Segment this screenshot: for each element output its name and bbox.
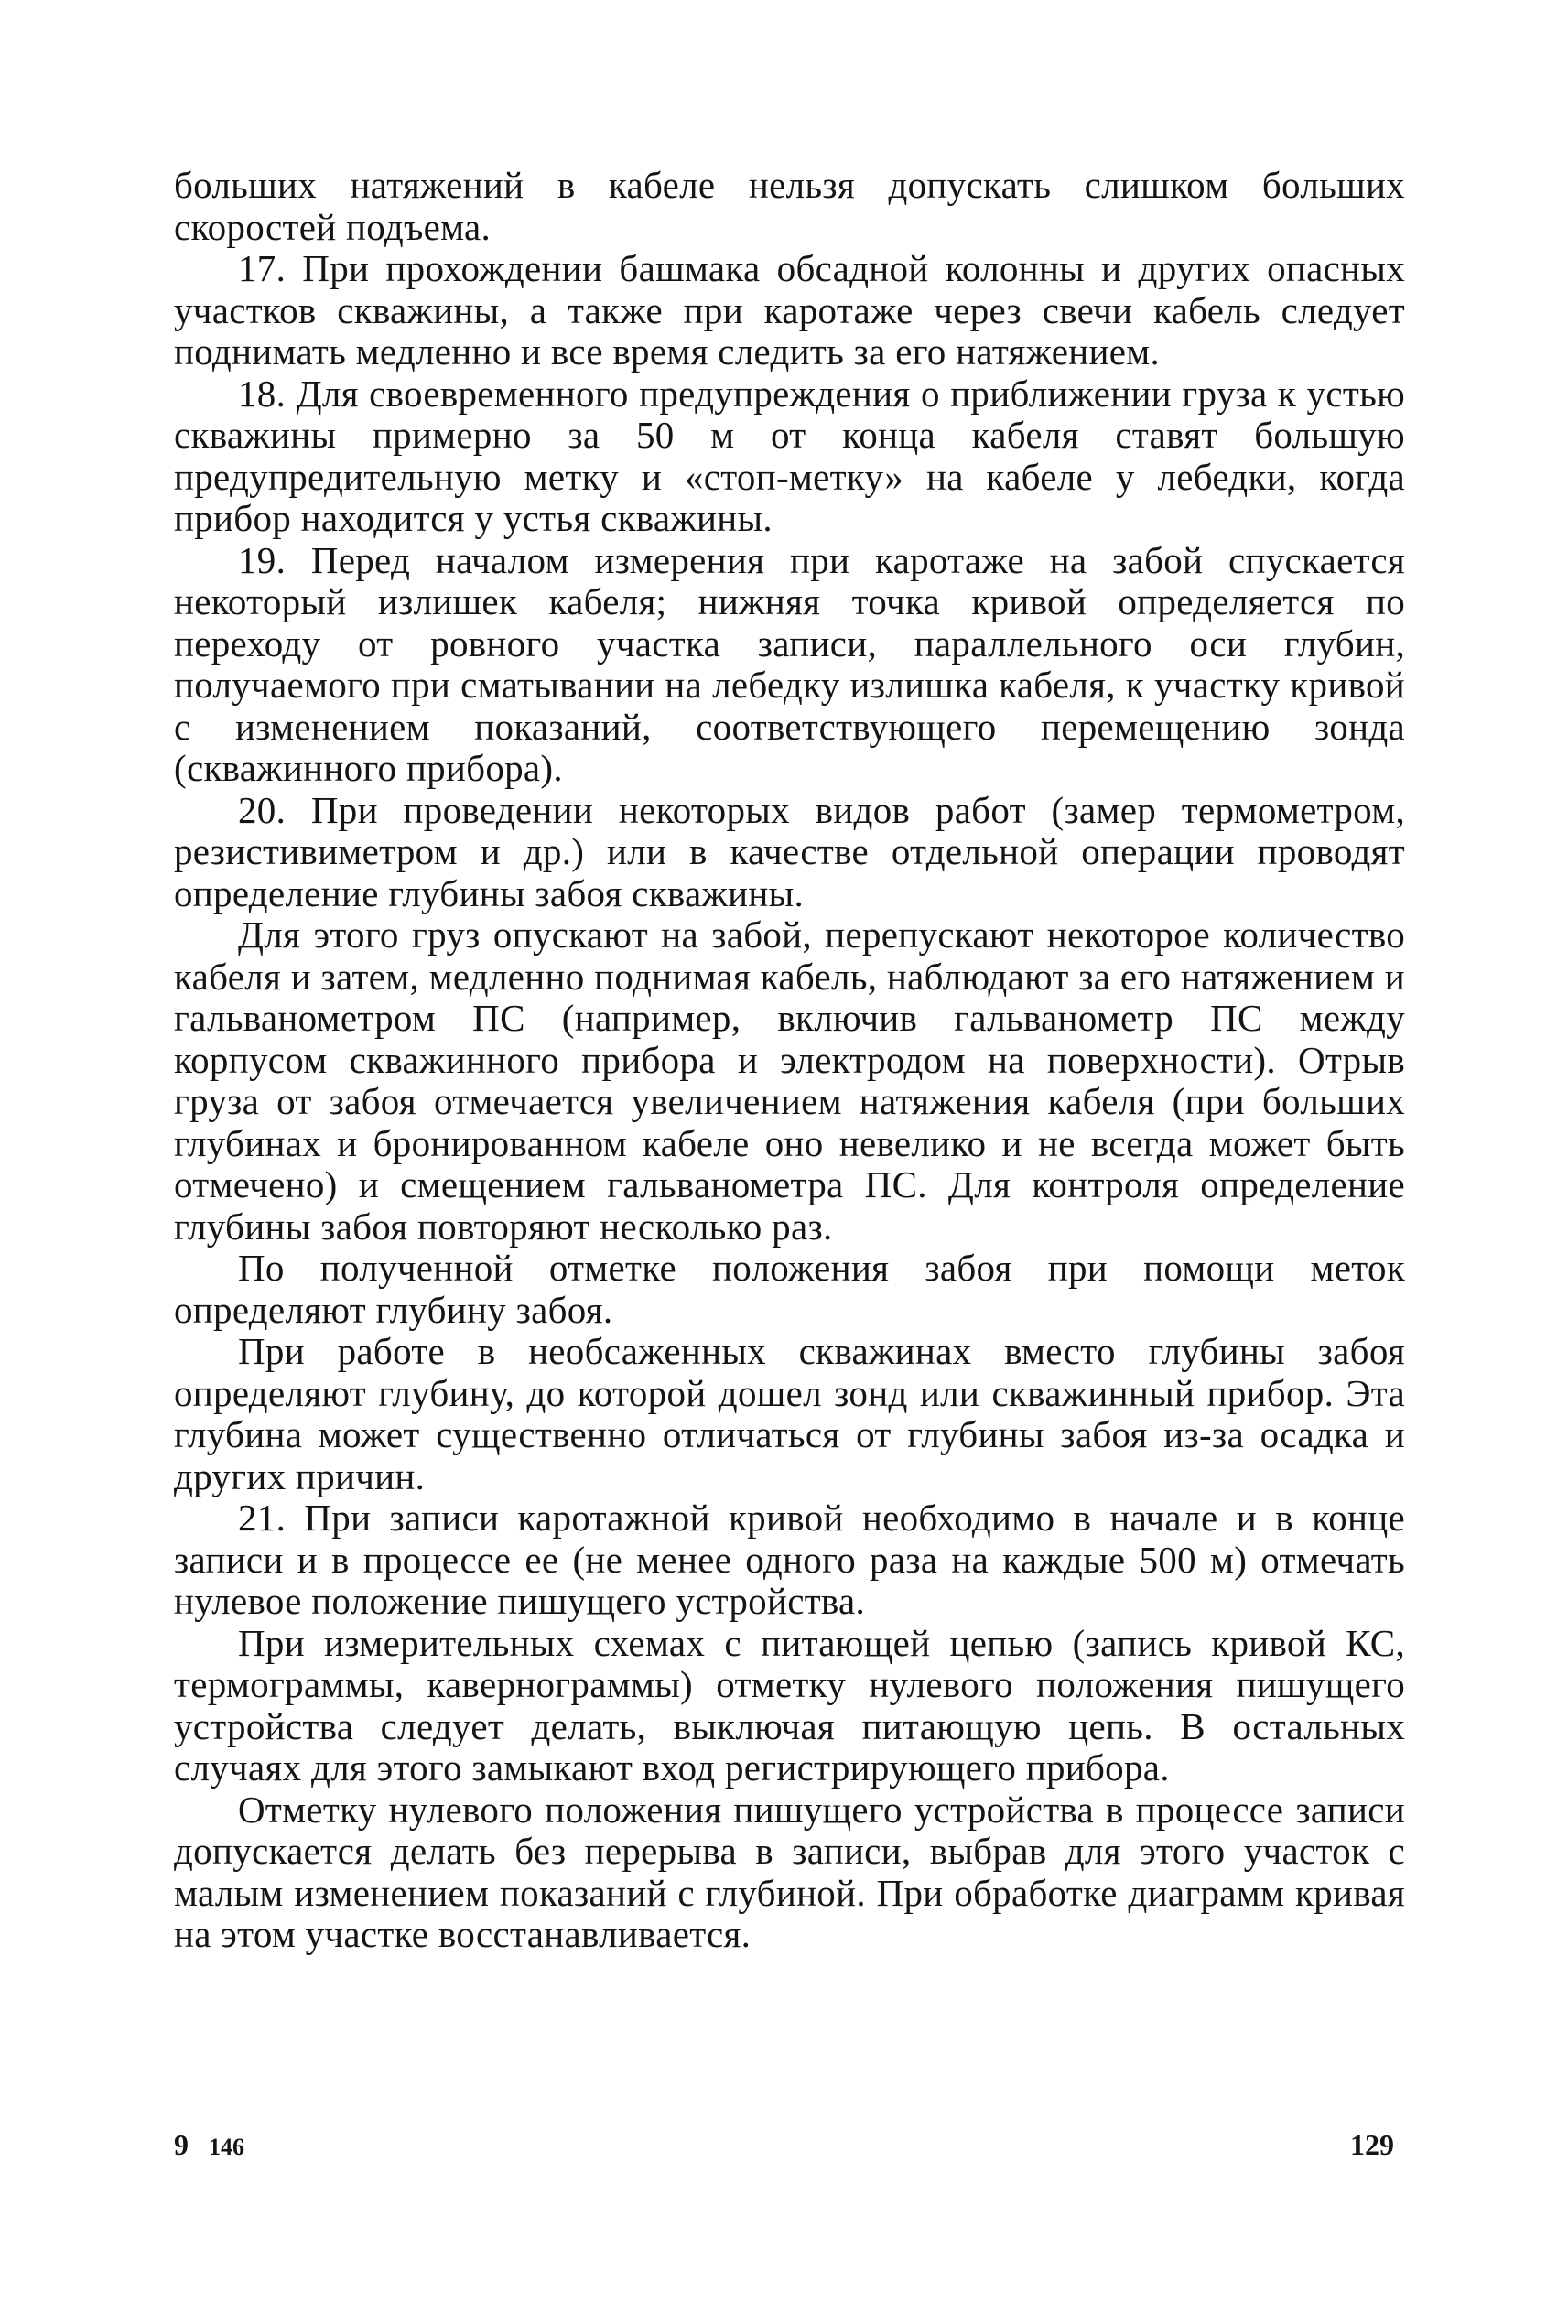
signature-number: 9 [174, 2128, 189, 2161]
page-footer [174, 2128, 1405, 2174]
paragraph-bottom-depth-procedure: Для этого груз опускают на забой, перепускают некоторое количество кабеля и затем, медленно поднимая кабель, наблюдают за его натяжением и гальванометром ПС (например, включив гальванометр ПС между корпусом скважинного прибора и электродом на поверхности). Отрыв груза от забоя отмечается увеличением натяжения кабеля (при больших глубинах и бронированном кабеле оно невелико и не всегда может быть отмечено) и смещением гальванометра ПС. Для контроля определение глубины забоя повторяют несколько раз. [174, 913, 1405, 1248]
printer-signature [174, 2128, 244, 2162]
paragraph-item-18: 18. Для своевременного предупреждения о приближении груза к устью скважины примерно за 50 м от конца кабеля ставят большую предупредительную метку и «стоп-метку» на кабеле у лебедки, когда прибор находится у устья скважины. [174, 372, 1405, 539]
paragraph-item-17: 17. При прохождении башмака обсадной колонны и других опасных участков скважины, а также при каротаже через свечи кабель следует поднимать медленно и все время следить за его натяжением. [174, 247, 1405, 373]
paragraph-item-20: 20. При проведении некоторых видов работ (замер термометром, резистивиметром и др.) или в качестве отдельной операции проводят определение глубины забоя скважины. [174, 788, 1405, 914]
paragraph-item-21: 21. При записи каротажной кривой необходимо в начале и в конце записи и в процессе ее (не менее одного раза на каждые 500 м) отмечать нулевое положение пишущего устройства. [174, 1497, 1405, 1622]
page-number: 129 [1350, 2128, 1394, 2161]
paragraph-continuation: больших натяжений в кабеле нельзя допускать слишком больших скоростей подъема. [174, 164, 1405, 248]
paragraph-supply-circuit: При измерительных схемах с питающей цепью (запись кривой КС, термограммы, кавернограммы) отметку нулевого положения пишущего устройства следует делать, выключая питающую цепь. В остальных случаях для этого замыкают вход регистрирующего прибора. [174, 1621, 1405, 1789]
body-text [174, 165, 1405, 1956]
signature-code: 146 [209, 2134, 244, 2160]
paragraph-bottom-depth-marks: По полученной отметке положения забоя при помощи меток определяют глубину забоя. [174, 1247, 1405, 1331]
paragraph-item-19: 19. Перед началом измерения при каротаже на забой спускается некоторый излишек кабеля; нижняя точка кривой определяется по переходу от ровного участка записи, параллельного оси глубин, получаемого при сматывании на лебедку излишка кабеля, к участку кривой с изменением показаний, соответствующего перемещению зонда (скважинного прибора). [174, 538, 1405, 789]
paragraph-uncased-wells: При работе в необсаженных скважинах вместо глубины забоя определяют глубину, до которой дошел зонд или скважинный прибор. Эта глубина может существенно отличаться от глубины забоя из-за осадка и других причин. [174, 1330, 1405, 1497]
paragraph-zero-mark: Отметку нулевого положения пишущего устройства в процессе записи допускается делать без перерыва в записи, выбрав для этого участок с малым изменением показаний с глубиной. При обработке диаграмм кривая на этом участке восстанавливается. [174, 1788, 1405, 1955]
